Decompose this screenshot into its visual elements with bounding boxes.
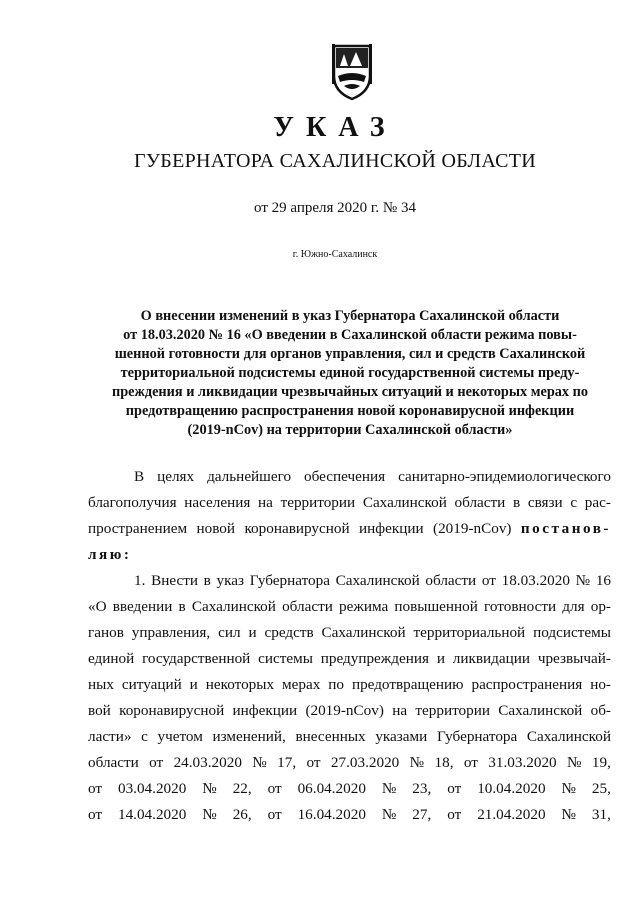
body-word: единой — [88, 650, 135, 667]
body-word: 06.04.2020 — [297, 780, 366, 797]
body-word: ласти» — [88, 728, 132, 745]
body-word: от — [149, 754, 164, 771]
body-word: сил — [218, 624, 241, 641]
body-word: ор- — [590, 598, 611, 615]
body-word: 27.03.2020 — [330, 754, 400, 771]
body-line — [88, 516, 611, 542]
body-line — [88, 568, 611, 594]
body-word: новой — [196, 520, 236, 537]
body-word: от — [88, 806, 103, 823]
body-word: для — [562, 598, 585, 615]
decree-heading — [90, 307, 610, 440]
body-word: в — [203, 572, 211, 589]
body-line — [88, 750, 611, 776]
body-word: № — [575, 572, 591, 589]
body-line — [88, 490, 611, 516]
body-word: 24.03.2020 — [173, 754, 242, 771]
body-word: санитарно-эпидемиологического — [398, 468, 611, 485]
body-word: постанов- — [520, 520, 611, 537]
body-word: территории — [415, 702, 490, 719]
body-word: № — [202, 806, 217, 823]
body-word: 25, — [591, 780, 611, 797]
body-word: по — [328, 676, 344, 693]
body-word: № — [561, 806, 576, 823]
body-word: на — [392, 702, 408, 719]
body-word: 17, — [277, 754, 297, 771]
body-word: 26, — [232, 806, 252, 823]
body-word: изменений, — [212, 728, 286, 745]
heading-line: преждения и ликвидации чрезвычайных ситуаций и некоторых мерах по — [111, 384, 589, 400]
body-word: управления, — [131, 624, 211, 641]
body-word: на — [258, 494, 273, 511]
body-word: дальнейшего — [207, 468, 292, 485]
body-word: Сахалинской — [526, 728, 611, 745]
body-word: от — [463, 754, 478, 771]
heading-line: предотвращению распространения новой коронавирусной инфекции — [125, 403, 575, 419]
body-word: от — [447, 806, 462, 823]
document-city: г. Южно-Сахалинск — [292, 249, 378, 260]
body-line — [88, 672, 611, 698]
body-line — [88, 594, 611, 620]
body-word: ляю: — [88, 546, 132, 563]
body-line — [88, 776, 611, 802]
body-word: готовности — [484, 598, 557, 615]
body-word: повышенной — [394, 598, 478, 615]
heading-line: территориальной подсистемы единой государственной системы преду- — [120, 365, 580, 381]
body-word: пространением — [88, 520, 188, 537]
body-word: области — [282, 598, 333, 615]
body-word: учетом — [157, 728, 203, 745]
body-word: указами — [375, 728, 428, 745]
body-word: но- — [590, 676, 611, 693]
body-word: инфекции — [359, 520, 424, 537]
body-word: № — [567, 754, 582, 771]
body-word: ликвидации — [452, 650, 531, 667]
body-word: 31.03.2020 — [488, 754, 557, 771]
body-word: вой — [88, 702, 111, 719]
body-word: от — [481, 572, 496, 589]
body-word: 10.04.2020 — [477, 780, 546, 797]
body-word: 03.04.2020 — [117, 780, 187, 797]
document-date: от 29 апреля 2020 г. № 34 — [254, 200, 416, 216]
body-word: № — [252, 754, 267, 771]
body-word: об- — [590, 702, 611, 719]
heading-line: О внесении изменений в указ Губернатора Сахалинской области — [140, 308, 560, 324]
body-word: ных — [88, 676, 114, 693]
body-word: чрезвычай- — [537, 650, 611, 667]
body-word: В — [134, 468, 145, 485]
body-word: Губернатора — [249, 572, 330, 589]
body-word: инфекции — [232, 702, 298, 719]
body-word: Внести — [151, 572, 198, 589]
body-word: от — [447, 780, 462, 797]
body-word: области — [88, 754, 139, 771]
heading-line: от 18.03.2020 № 16 «О введении в Сахалинской области режима повы- — [123, 327, 577, 343]
body-word: ганов — [88, 624, 124, 641]
decree-body — [88, 464, 611, 828]
body-word: предотвращению — [351, 676, 464, 693]
body-word: № — [561, 780, 576, 797]
body-word: 1. — [134, 572, 146, 589]
body-word: благополучия — [88, 494, 177, 511]
body-word: 19, — [591, 754, 611, 771]
body-word: 21.04.2020 — [477, 806, 546, 823]
body-word: № — [381, 780, 397, 797]
body-word: введении — [112, 598, 173, 615]
body-line — [88, 802, 611, 828]
body-word: населения — [184, 494, 251, 511]
body-word: от — [306, 754, 321, 771]
body-line — [88, 464, 611, 490]
body-word: Сахалинской — [321, 624, 406, 641]
body-word: распространения — [471, 676, 583, 693]
body-word: режима — [339, 598, 389, 615]
body-word: № — [409, 754, 425, 771]
body-word: Губернатора — [436, 728, 518, 745]
body-word: Сахалинской — [362, 494, 447, 511]
body-word: в — [512, 494, 521, 511]
body-word: 14.04.2020 — [117, 806, 187, 823]
body-word: с — [570, 494, 578, 511]
body-word: Сахалинской — [498, 702, 583, 719]
body-word: и — [248, 624, 257, 641]
body-word: в — [178, 598, 186, 615]
document-title: УКАЗ — [273, 112, 397, 143]
body-word: предупреждения — [320, 650, 429, 667]
body-word: коронавирусной — [244, 520, 350, 537]
body-line — [88, 724, 611, 750]
body-word: области — [454, 494, 506, 511]
body-word: внесенных — [295, 728, 366, 745]
body-word: системы — [258, 650, 313, 667]
heading-line: шенной готовности для органов управления, сил и средств Сахалинской — [114, 346, 586, 362]
body-word: 22, — [232, 780, 252, 797]
body-word: 18, — [434, 754, 454, 771]
body-word: 31, — [591, 806, 611, 823]
document-subtitle: ГУБЕРНАТОРА САХАЛИНСКОЙ ОБЛАСТИ — [133, 150, 536, 172]
body-word: связи — [527, 494, 563, 511]
body-word: и — [189, 676, 198, 693]
body-word: указ — [216, 572, 244, 589]
body-word: ситуаций — [121, 676, 182, 693]
body-word: (2019-nCov) — [433, 520, 512, 537]
body-word: (2019-nCov) — [305, 702, 384, 719]
body-word: территориальной — [413, 624, 526, 641]
body-word: с — [141, 728, 148, 745]
body-line — [88, 620, 611, 646]
body-word: государственной — [142, 650, 251, 667]
body-word: Сахалинской — [191, 598, 276, 615]
body-word: от — [88, 780, 103, 797]
body-word: 18.03.2020 — [501, 572, 570, 589]
body-word: обеспечения — [304, 468, 386, 485]
body-word: мерах — [282, 676, 321, 693]
body-line — [88, 542, 611, 568]
body-word: подсистемы — [533, 624, 611, 641]
body-word: 27, — [412, 806, 432, 823]
body-word: 23, — [412, 780, 432, 797]
body-word: некоторых — [205, 676, 275, 693]
body-line — [88, 698, 611, 724]
heading-line: (2019-nCov) на территории Сахалинской области» — [187, 422, 513, 438]
body-word: рас- — [584, 494, 611, 511]
body-word: и — [436, 650, 445, 667]
body-word: коронавирусной — [119, 702, 225, 719]
body-word: 16.04.2020 — [297, 806, 366, 823]
body-word: территории — [280, 494, 356, 511]
body-word: 16 — [595, 572, 611, 589]
body-word: от — [267, 806, 282, 823]
body-word: № — [202, 780, 217, 797]
body-word: целях — [157, 468, 195, 485]
body-line — [88, 646, 611, 672]
coat-of-arms-icon — [330, 42, 374, 102]
body-word: «О — [88, 598, 107, 615]
body-word: области — [425, 572, 477, 589]
body-word: Сахалинской — [335, 572, 420, 589]
body-word: № — [381, 806, 397, 823]
body-word: от — [267, 780, 282, 797]
body-word: средств — [264, 624, 314, 641]
